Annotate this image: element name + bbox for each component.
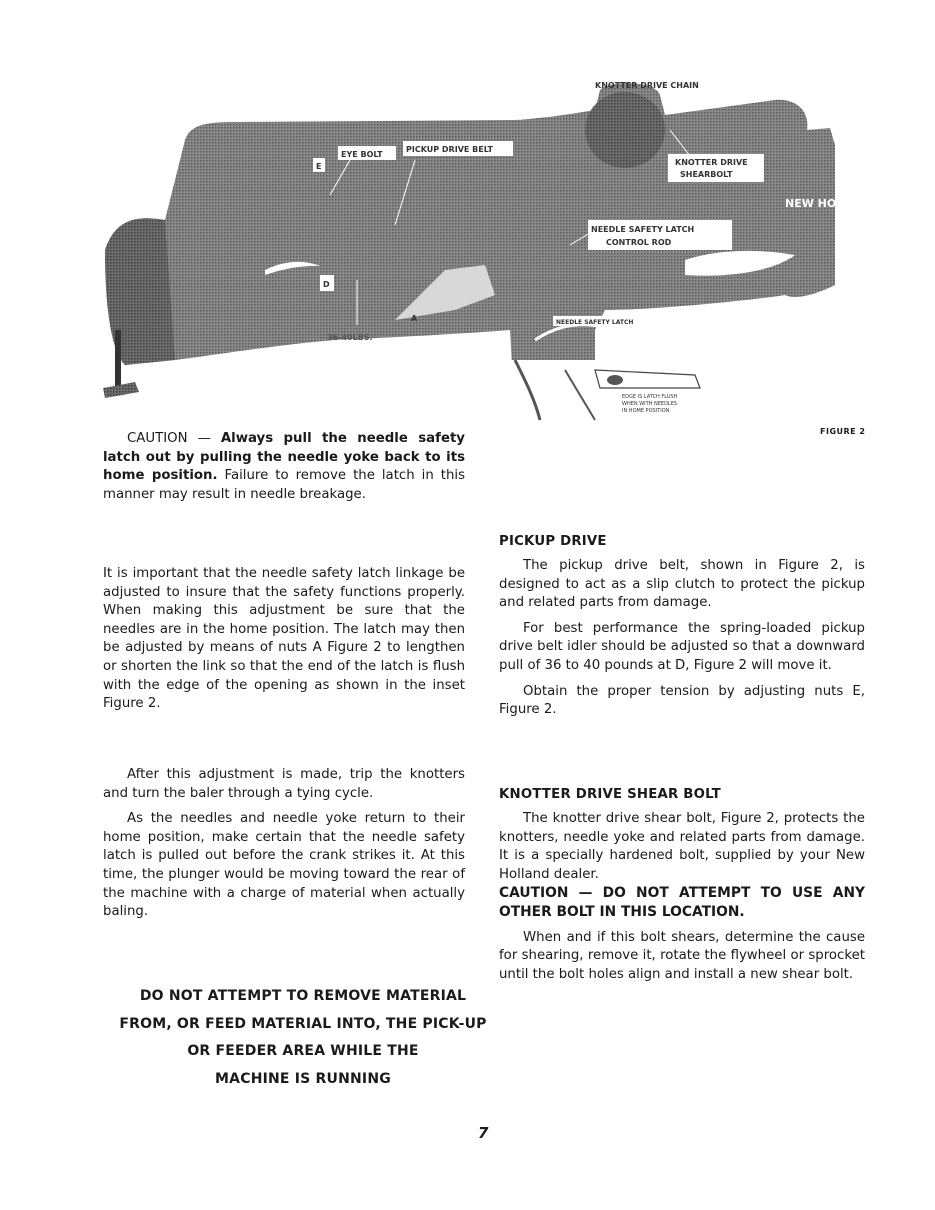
svg-text:A: A bbox=[411, 314, 418, 323]
svg-text:NEW HOL: NEW HOL bbox=[785, 197, 844, 210]
callout-label-d bbox=[320, 275, 334, 291]
svg-text:IN HOME POSITION: IN HOME POSITION bbox=[622, 408, 670, 414]
body-paragraph: The pickup drive belt, shown in Figure 2, is designed to act as a slip clutch to protect the pickup and related parts from damage. bbox=[499, 558, 865, 611]
section-heading-pickup-drive: PICKUP DRIVE bbox=[499, 534, 607, 549]
figure-caption: FIGURE 2 bbox=[820, 427, 866, 436]
body-paragraph: The knotter drive shear bolt, Figure 2, protects the knotters, needle yoke and related parts from damage. It is a specially hardened bolt, supplied by your New Holland dealer. bbox=[499, 811, 865, 882]
pickup-drive-section bbox=[499, 534, 865, 720]
caution-prefix: CAUTION — bbox=[127, 431, 221, 446]
figure-2-baler-photo bbox=[95, 70, 865, 430]
caution-rest-text: Failure to remove the latch in this manner may result in needle breakage. bbox=[103, 468, 466, 502]
svg-text:KNOTTER DRIVE CHAIN: KNOTTER DRIVE CHAIN bbox=[595, 81, 699, 90]
inset-note bbox=[622, 394, 678, 414]
svg-text:E: E bbox=[316, 162, 322, 171]
body-paragraph: Obtain the proper tension by adjusting nuts E, Figure 2. bbox=[499, 683, 865, 718]
svg-text:SHEARBOLT: SHEARBOLT bbox=[680, 170, 733, 179]
tying-cycle-section bbox=[103, 766, 465, 922]
callout-label-a bbox=[411, 314, 418, 323]
warning-line: FROM, OR FEED MATERIAL INTO, THE PICK-UP bbox=[119, 1015, 487, 1032]
brand-text-new-holland bbox=[785, 197, 843, 210]
callout-pickup-drive-belt bbox=[403, 141, 513, 156]
body-paragraph: After this adjustment is made, trip the knotters and turn the baler through a tying cycle. bbox=[103, 767, 465, 801]
svg-text:NEEDLE SAFETY LATCH: NEEDLE SAFETY LATCH bbox=[591, 225, 695, 234]
svg-text:EDGE IS LATCH FLUSH: EDGE IS LATCH FLUSH bbox=[622, 394, 678, 400]
callout-inset-needle-safety-latch bbox=[553, 316, 641, 326]
warning-line: MACHINE IS RUNNING bbox=[215, 1070, 391, 1087]
svg-text:PICKUP DRIVE BELT: PICKUP DRIVE BELT bbox=[406, 145, 493, 154]
callout-knotter-drive-shearbolt bbox=[668, 154, 764, 182]
svg-text:NEEDLE SAFETY LATCH: NEEDLE SAFETY LATCH bbox=[556, 319, 634, 326]
svg-text:KNOTTER DRIVE: KNOTTER DRIVE bbox=[675, 158, 748, 167]
svg-text:CONTROL ROD: CONTROL ROD bbox=[606, 238, 672, 247]
section-heading-knotter-drive-shear-bolt: KNOTTER DRIVE SHEAR BOLT bbox=[499, 787, 721, 802]
caution-needle-latch bbox=[103, 430, 465, 504]
latch-adjustment-paragraph bbox=[103, 565, 465, 714]
callout-needle-safety-latch-control-rod bbox=[588, 220, 732, 250]
safety-warning-block bbox=[103, 983, 503, 1093]
baler-illustration bbox=[95, 70, 865, 430]
svg-text:WHEN WITH NEEDLES: WHEN WITH NEEDLES bbox=[622, 401, 678, 407]
svg-text:D: D bbox=[323, 280, 330, 289]
knotter-drive-shear-bolt-section bbox=[499, 787, 865, 984]
body-paragraph: When and if this bolt shears, determine the cause for shearing, remove it, rotate the flywheel or sprocket until the bolt holes align and install a new shear bolt. bbox=[499, 929, 865, 982]
caution-shear-bolt: CAUTION — DO NOT ATTEMPT TO USE ANY OTHER BOLT IN THIS LOCATION. bbox=[499, 885, 865, 920]
warning-line: OR FEEDER AREA WHILE THE bbox=[187, 1043, 419, 1059]
caution-bold-text: Always pull the needle safety latch out by pulling the needle yoke back to its home position. bbox=[103, 431, 465, 484]
body-paragraph: For best performance the spring-loaded pickup drive belt idler should be adjusted so that a downward pull of 36 to 40 pounds at D, Figure 2 will move it. bbox=[499, 620, 865, 673]
warning-line: DO NOT ATTEMPT TO REMOVE MATERIAL bbox=[139, 988, 467, 1004]
page-number: 7 bbox=[478, 1124, 489, 1142]
svg-text:EYE BOLT: EYE BOLT bbox=[341, 150, 383, 159]
body-paragraph: It is important that the needle safety latch linkage be adjusted to insure that the safety functions properly. When making this adjustment be sure that the needles are in the home position. The latch may then be adjusted by means of nuts A Figure 2 to lengthen or shorten the link so that the end of the latch is flush with the edge of the opening as shown in the inset Figure 2. bbox=[103, 566, 465, 712]
callout-pull-weight bbox=[327, 333, 373, 342]
callout-knotter-drive-chain bbox=[595, 81, 699, 90]
callout-label-e bbox=[313, 158, 325, 172]
svg-text:36-40LBS.: 36-40LBS. bbox=[327, 333, 373, 342]
callout-eye-bolt bbox=[338, 146, 396, 160]
body-paragraph: As the needles and needle yoke return to their home position, make certain that the needle safety latch is pulled out before the crank strikes it. At this time, the plunger would be moving toward the rear of the machine with a charge of material when actually baling. bbox=[103, 811, 465, 920]
